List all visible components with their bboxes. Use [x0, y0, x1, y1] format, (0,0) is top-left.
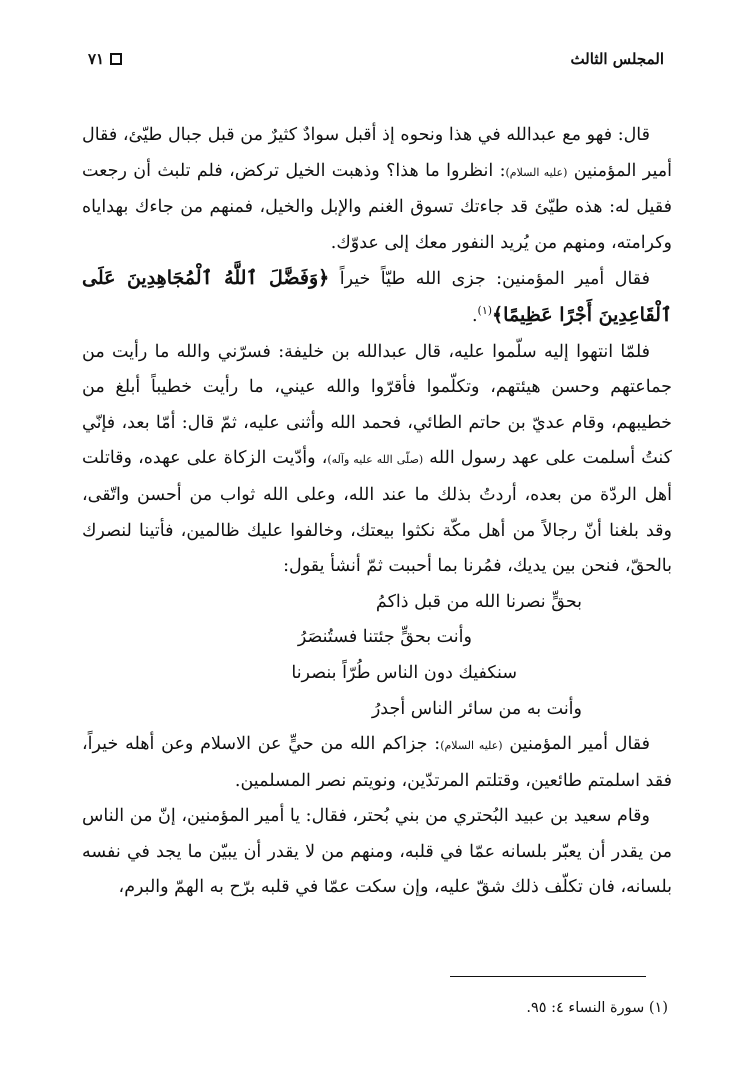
paragraph-4-text-b: : جزاكم الله من حيٍّ عن الاسلام وعن أهله خيراً، فقد اسلمتم طائعين، وقتلتم المرتدّين، ونويتم نصر المسلمين.: [82, 734, 672, 791]
honorific-3: (عليه السلام): [440, 739, 503, 753]
paragraph-3-text-b: ، وأدّيت الزكاة على عهده، وقاتلت أهل الردّة من بعده، أردتُ بذلك ما عند الله، وعلى الله ثواب من أحسن واتّقى، وقد بلغنا أنّ رجالاً من أهل مكّة نكثوا بيعتك، وخالفوا عليك ظالمين، فأتينا لنصرك بالحقّ، فنحن بين يديك، فمُرنا بما أحببت ثمّ أنشأ يقول:: [82, 448, 672, 577]
paragraph-2-text-a: فقال أمير المؤمنين: جزى الله طيّاً خيراً: [329, 269, 650, 290]
quran-verse: ﴿وَفَضَّلَ ٱللَّهُ ٱلْمُجَاهِدِينَ عَلَى ٱلْقَاعِدِينَ أَجْرًا عَظِيمًا﴾: [82, 267, 672, 326]
poem: [82, 585, 672, 727]
footnote-divider: [450, 976, 646, 977]
poem-line-3: سنكفيك دون الناس طُرّاً بنصرنا: [291, 662, 517, 683]
footnote: (١) سورة النساء ٤: ٩٥.: [526, 1000, 668, 1016]
footnote-reference: (١): [477, 304, 493, 318]
paragraph-2-text-b: .: [471, 305, 478, 326]
paragraph-1-text-b: : انظروا ما هذا؟ وذهبت الخيل تركض، فلم تلبث أن رجعت فقيل له: هذه طيّئ قد جاءتك تسوق الغنم والإبل والخيل، فمنهم من جاءك بهداياه وكرامته، ومنهم من يُريد النفور معك إلى عدوّك.: [82, 160, 672, 253]
page-header: [88, 50, 664, 74]
page-number: ٧١: [88, 50, 105, 68]
poem-line-4: وأنت به من سائر الناس أجدرُ: [371, 698, 582, 719]
honorific-1: (عليه السلام): [505, 165, 568, 179]
poem-line-1: بحقٍّ نصرنا الله من قبل ذاكمُ: [375, 591, 582, 612]
chapter-title: المجلس الثالث: [570, 50, 664, 68]
paragraph-3-text-a: فلمّا انتهوا إليه سلّموا عليه، قال عبدالله بن خليفة: فسرّني والله ما رأيت من جماعتهم وحسن هيئتهم، وتكلّموا فأقرّوا والله عيني، ما رأيت خطيباً أبلغ من خطيبهم، وقام عديّ بن حاتم الطائي، فحمد الله وأثنى عليه، ثمّ قال: أمّا بعد، فإنّي كنتُ أسلمت على عهد رسول الله: [82, 341, 673, 469]
paragraph-5: وقام سعيد بن عبيد البُحتري من بني بُحتر، فقال: يا أمير المؤمنين، إنّ من الناس من يقدر أن يعبّر بلسانه عمّا في قلبه، ومنهم من لا يقدر أن يبيّن ما يجد في نفسه بلسانه، فان تكلّف ذلك شقّ عليه، وإن سكت عمّا في قلبه برّح به الهمّ والبرم،: [82, 806, 672, 898]
paragraph-1: [82, 118, 672, 261]
paragraph-4: [82, 727, 672, 799]
page-number-block: [88, 50, 122, 68]
square-icon: [110, 53, 122, 65]
paragraph-2: [82, 261, 672, 334]
paragraph-4-text-a: فقال أمير المؤمنين: [502, 734, 650, 755]
poem-line-2: وأنت بحقٍّ جئتنا فستُنصَرُ: [297, 627, 472, 648]
honorific-2: (صلّى الله عليه وآله): [327, 453, 424, 467]
paragraph-1-text-a: قال: فهو مع عبدالله في هذا ونحوه إذ أقبل سوادٌ كثيرٌ من قبل جبال طيّئ، فقال أمير المؤمنين: [82, 125, 672, 181]
paragraph-3: [82, 335, 672, 585]
page-body: [82, 118, 672, 906]
